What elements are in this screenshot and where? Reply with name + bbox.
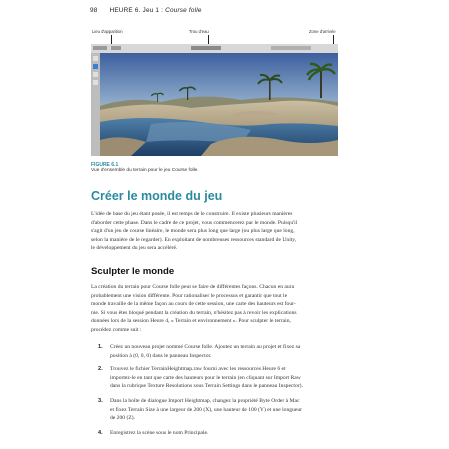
step-number: 4. [98, 430, 103, 436]
step-line: importez-le en tant que carte des hauteurs pour le terrain (en cliquant sur Import Raw [110, 374, 301, 381]
step-line: Enregistrez la scène sous le nom Principale. [110, 430, 209, 436]
page-number: 98 [90, 7, 98, 14]
figure-label: FIGURE 6.1 [91, 162, 119, 168]
paragraph-line: L'idée de base du jeu étant posée, il est temps de le construire. Il existe plusieurs manières [91, 211, 293, 217]
paragraph-line: procédez comme suit : [91, 326, 142, 333]
paragraph-line: selon la manière de le regarder). En exploitant de nombreuses ressources standard de Unity, [91, 236, 297, 243]
section-paragraph [91, 210, 359, 253]
paragraph-line: probablement une vision différente. Pour rationaliser le processus et garantir que tout le [91, 292, 288, 299]
terrain-render [91, 44, 338, 156]
step-line: Dans la boîte de dialogue Import Heightmap, changez la propriété Byte Order à Mac [110, 398, 300, 404]
step-line: dans la rubrique Texture Resolutions sous Terrain Settings dans le panneau Inspector). [110, 383, 303, 390]
paragraph-line: s'agit d'un jeu de course linéaire, le monde sera plus long que large (ou plus large que long, [91, 228, 295, 235]
running-title: HEURE 6. Jeu 1 : [109, 7, 166, 14]
subsection-paragraph [91, 283, 359, 335]
callout-water-hole: Trou d'eau [189, 29, 209, 34]
step-line: de 200 (Z). [110, 415, 136, 422]
step-line: position à (0, 0, 0) dans le panneau Inspector. [110, 352, 212, 359]
figure-caption: Vue d'ensemble du terrain pour le jeu Course folle. [91, 168, 199, 173]
figure-screenshot [91, 44, 338, 156]
subsection-title: Sculpter le monde [91, 266, 175, 277]
step-number: 2. [98, 366, 103, 372]
paragraph-line: nie. Si vous êtes bloqué pendant la création du terrain, n'hésitez pas à revoir les explications [91, 309, 297, 316]
paragraph-line: d'aborder cette phase. Dans le cadre de ce projet, vous commencerez par le monde. Puisqu'il [91, 219, 298, 226]
section-title: Créer le monde du jeu [91, 189, 223, 203]
paragraph-line: La création du terrain pour Course folle peut se faire de différentes façons. Chacun en aura [91, 284, 295, 290]
paragraph-line: monde travaille de la même façon au cours de cette session, une carte des hauteurs est four- [91, 301, 296, 308]
callout-finish-zone: Zone d'arrivée [309, 29, 336, 34]
step-line: et fixez Terrain Size à une largeur de 200 (X), une hauteur de 100 (Y) et une longueur [110, 406, 303, 413]
step-line: Créez un nouveau projet nommé Course folle. Ajoutez un terrain au projet et fixez sa [110, 344, 301, 350]
callout-spawn: Lieu d'apparition [92, 29, 123, 34]
step-number: 3. [98, 398, 103, 404]
step-number: 1. [98, 344, 103, 350]
running-title-italic: Course folle [165, 7, 202, 14]
step-line: Trouvez le fichier TerrainHeightmap.raw fourni avec les ressources Heure 6 et [110, 366, 286, 372]
paragraph-line: données lors de la session Heure 4, « Terrain et environnement ». Pour sculpter le terrain, [91, 318, 291, 325]
toolbar-icon [93, 56, 98, 61]
running-header [90, 7, 202, 14]
paragraph-line: le développement du jeu sera accéléré. [91, 245, 178, 252]
